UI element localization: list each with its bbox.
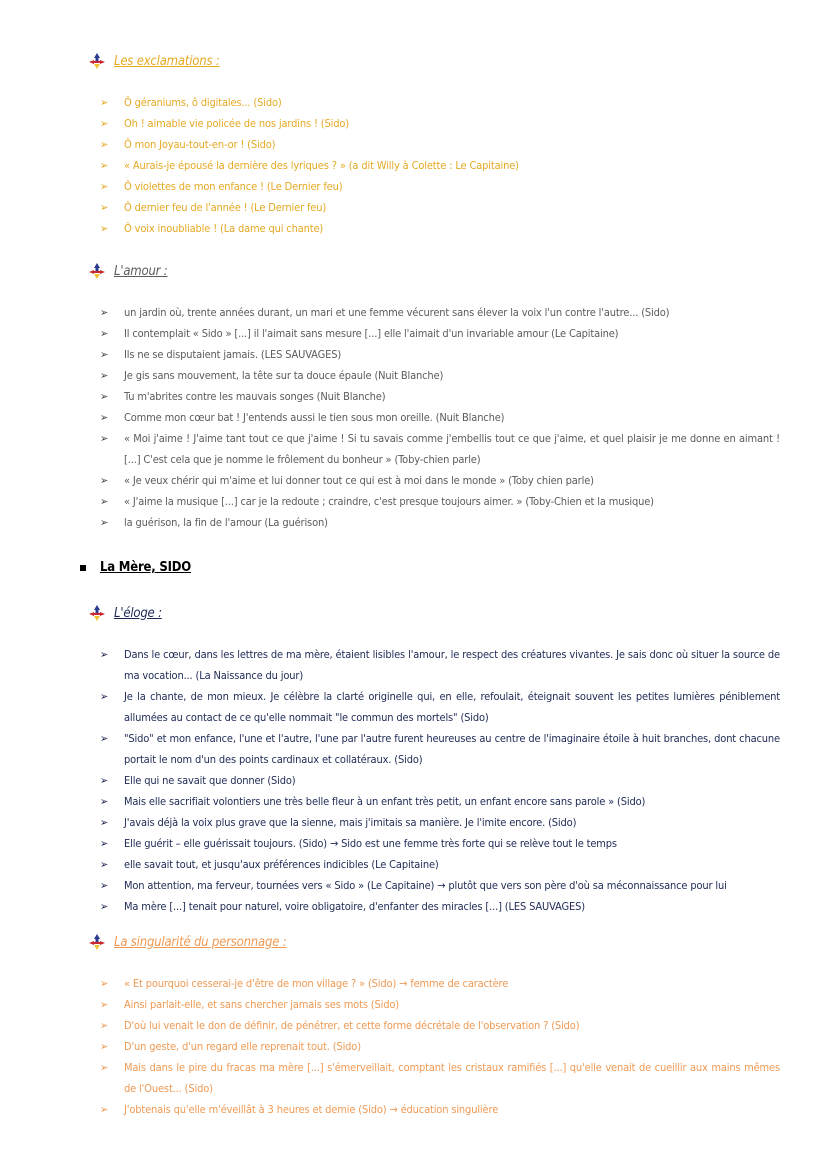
heading-label: La singularité du personnage : [114, 934, 287, 950]
list-item-text: D'un geste, d'un regard elle reprenait tout. (Sido) [124, 1040, 361, 1053]
heading-label: L'amour : [114, 263, 168, 279]
four-way-arrow-icon [88, 604, 106, 622]
list-item [100, 994, 780, 1015]
list-item [100, 512, 780, 533]
arrow-bullet-icon: ➢ [100, 390, 109, 403]
arrow-bullet-icon: ➢ [100, 732, 109, 745]
list-item [100, 791, 780, 812]
section-title-mere [80, 560, 191, 575]
list-item [100, 812, 780, 833]
arrow-bullet-icon: ➢ [100, 516, 109, 529]
heading-label: Les exclamations : [114, 53, 220, 69]
list-eloge [100, 644, 780, 917]
list-item-text: « Moi j'aime ! J'aime tant tout ce que j'aime ! Si tu savais comme j'embellis tout ce que j'aime, et quel plaisir je me donne en aimant ! [...] C'est cela que je nomme le frôlement du bonheur » (Toby-chien parle) [124, 432, 780, 466]
four-way-arrow-icon [88, 933, 106, 951]
arrow-bullet-icon: ➢ [100, 222, 109, 235]
arrow-bullet-icon: ➢ [100, 495, 109, 508]
list-item [100, 113, 780, 134]
arrow-bullet-icon: ➢ [100, 900, 109, 913]
arrow-bullet-icon: ➢ [100, 816, 109, 829]
list-item [100, 875, 780, 896]
list-item [100, 92, 780, 113]
list-singularite [100, 973, 780, 1120]
list-item [100, 302, 780, 323]
list-amour [100, 302, 780, 533]
list-item [100, 323, 780, 344]
arrow-bullet-icon: ➢ [100, 998, 109, 1011]
square-bullet-icon [80, 565, 86, 571]
arrow-bullet-icon: ➢ [100, 1019, 109, 1032]
list-item-text: Mon attention, ma ferveur, tournées vers « Sido » (Le Capitaine) → plutôt que vers son père d'où sa méconnaissance pour lui [124, 879, 727, 892]
list-item [100, 1099, 780, 1120]
list-item-text: Comme mon cœur bat ! J'entends aussi le tien sous mon oreille. (Nuit Blanche) [124, 411, 505, 424]
list-item [100, 428, 780, 470]
list-item-text: Je la chante, de mon mieux. Je célèbre la clarté originelle qui, en elle, refoulait, éteignait souvent les petites lumières péniblement allumées au contact de ce qu'elle nommait "le commun des mortels" (Sido) [124, 690, 780, 724]
section-title-text: La Mère, SIDO [100, 560, 192, 575]
four-way-arrow-icon [88, 52, 106, 70]
list-item [100, 1036, 780, 1057]
heading-singularite [88, 933, 286, 951]
heading-label: L'éloge : [114, 605, 162, 621]
arrow-bullet-icon: ➢ [100, 690, 109, 703]
list-item-text: Ma mère [...] tenait pour naturel, voire obligatoire, d'enfanter des miracles [...] (LES SAUVAGES) [124, 900, 585, 913]
heading-amour [88, 262, 168, 280]
list-item-text: D'où lui venait le don de définir, de pénétrer, et cette forme décrétale de l'observation ? (Sido) [124, 1019, 580, 1032]
list-item [100, 218, 780, 239]
list-item [100, 344, 780, 365]
arrow-bullet-icon: ➢ [100, 774, 109, 787]
list-item-text: « Aurais-je épousé la dernière des lyriques ? » (a dit Willy à Colette : Le Capitaine) [124, 159, 519, 172]
arrow-bullet-icon: ➢ [100, 327, 109, 340]
list-item-text: Ô violettes de mon enfance ! (Le Dernier feu) [124, 180, 343, 193]
list-item-text: Elle guérit – elle guérissait toujours. (Sido) → Sido est une femme très forte qui se relève tout le temps [124, 837, 617, 850]
list-item [100, 770, 780, 791]
list-item-text: « Je veux chérir qui m'aime et lui donner tout ce qui est à moi dans le monde » (Toby chien parle) [124, 474, 594, 487]
list-item [100, 833, 780, 854]
list-item [100, 470, 780, 491]
list-item-text: Je gis sans mouvement, la tête sur ta douce épaule (Nuit Blanche) [124, 369, 444, 382]
arrow-bullet-icon: ➢ [100, 795, 109, 808]
list-item-text: Elle qui ne savait que donner (Sido) [124, 774, 296, 787]
list-item-text: Ô voix inoubliable ! (La dame qui chante) [124, 222, 324, 235]
list-item [100, 197, 780, 218]
list-item-text: J'avais déjà la voix plus grave que la sienne, mais j'imitais sa manière. Je l'imite encore. (Sido) [124, 816, 577, 829]
four-way-arrow-icon [88, 262, 106, 280]
arrow-bullet-icon: ➢ [100, 432, 109, 445]
list-item [100, 176, 780, 197]
arrow-bullet-icon: ➢ [100, 858, 109, 871]
list-item [100, 155, 780, 176]
list-item [100, 1057, 780, 1099]
list-item-text: Mais dans le pire du fracas ma mère [...] s'émerveillait, comptant les cristaux ramifiés [...] qu'elle venait de cueillir aux mains mêmes de l'Ouest... (Sido) [124, 1061, 780, 1095]
list-item-text: Ainsi parlait-elle, et sans chercher jamais ses mots (Sido) [124, 998, 400, 1011]
arrow-bullet-icon: ➢ [100, 159, 109, 172]
arrow-bullet-icon: ➢ [100, 117, 109, 130]
list-item-text: J'obtenais qu'elle m'éveillât à 3 heures et demie (Sido) → éducation singulière [124, 1103, 499, 1116]
list-item-text: Ô géraniums, ô digitales... (Sido) [124, 96, 282, 109]
arrow-bullet-icon: ➢ [100, 1061, 109, 1074]
list-item-text: Ô mon Joyau-tout-en-or ! (Sido) [124, 138, 276, 151]
list-item-text: elle savait tout, et jusqu'aux préférences indicibles (Le Capitaine) [124, 858, 439, 871]
arrow-bullet-icon: ➢ [100, 411, 109, 424]
arrow-bullet-icon: ➢ [100, 837, 109, 850]
list-item-text: Ô dernier feu de l'année ! (Le Dernier feu) [124, 201, 327, 214]
list-item [100, 686, 780, 728]
list-item-text: la guérison, la fin de l'amour (La guérison) [124, 516, 328, 529]
list-item [100, 644, 780, 686]
list-item-text: « J'aime la musique [...] car je la redoute ; craindre, c'est presque toujours aimer. » (Toby-Chien et la musique) [124, 495, 654, 508]
list-item [100, 386, 780, 407]
heading-exclamations [88, 52, 220, 70]
list-item [100, 728, 780, 770]
arrow-bullet-icon: ➢ [100, 879, 109, 892]
list-item-text: un jardin où, trente années durant, un mari et une femme vécurent sans élever la voix l'un contre l'autre... (Sido) [124, 306, 670, 319]
arrow-bullet-icon: ➢ [100, 306, 109, 319]
list-item [100, 134, 780, 155]
arrow-bullet-icon: ➢ [100, 1103, 109, 1116]
list-item-text: « Et pourquoi cesserai-je d'être de mon village ? » (Sido) → femme de caractère [124, 977, 509, 990]
list-item [100, 407, 780, 428]
arrow-bullet-icon: ➢ [100, 180, 109, 193]
list-item [100, 491, 780, 512]
list-item [100, 365, 780, 386]
arrow-bullet-icon: ➢ [100, 96, 109, 109]
list-item-text: "Sido" et mon enfance, l'une et l'autre, l'une par l'autre furent heureuses au centre de l'imaginaire étoile à huit branches, dont chacune portait le nom d'un des points cardinaux et collatéraux. (Sido) [124, 732, 780, 766]
list-item [100, 896, 780, 917]
list-item-text: Tu m'abrites contre les mauvais songes (Nuit Blanche) [124, 390, 386, 403]
list-item-text: Ils ne se disputaient jamais. (LES SAUVAGES) [124, 348, 342, 361]
list-item-text: Oh ! aimable vie policée de nos jardins ! (Sido) [124, 117, 349, 130]
list-item [100, 973, 780, 994]
list-exclamations [100, 92, 780, 239]
arrow-bullet-icon: ➢ [100, 977, 109, 990]
arrow-bullet-icon: ➢ [100, 138, 109, 151]
arrow-bullet-icon: ➢ [100, 1040, 109, 1053]
list-item-text: Dans le cœur, dans les lettres de ma mère, étaient lisibles l'amour, le respect des créatures vivantes. Je sais donc où situer la source de ma vocation... (La Naissance du jour) [124, 648, 780, 682]
list-item [100, 1015, 780, 1036]
arrow-bullet-icon: ➢ [100, 474, 109, 487]
arrow-bullet-icon: ➢ [100, 348, 109, 361]
heading-eloge [88, 604, 162, 622]
list-item-text: Mais elle sacrifiait volontiers une très belle fleur à un enfant très petit, un enfant encore sans parole » (Sido) [124, 795, 646, 808]
arrow-bullet-icon: ➢ [100, 369, 109, 382]
list-item-text: Il contemplait « Sido » [...] il l'aimait sans mesure [...] elle l'aimait d'un invariable amour (Le Capitaine) [124, 327, 619, 340]
arrow-bullet-icon: ➢ [100, 201, 109, 214]
arrow-bullet-icon: ➢ [100, 648, 109, 661]
list-item [100, 854, 780, 875]
